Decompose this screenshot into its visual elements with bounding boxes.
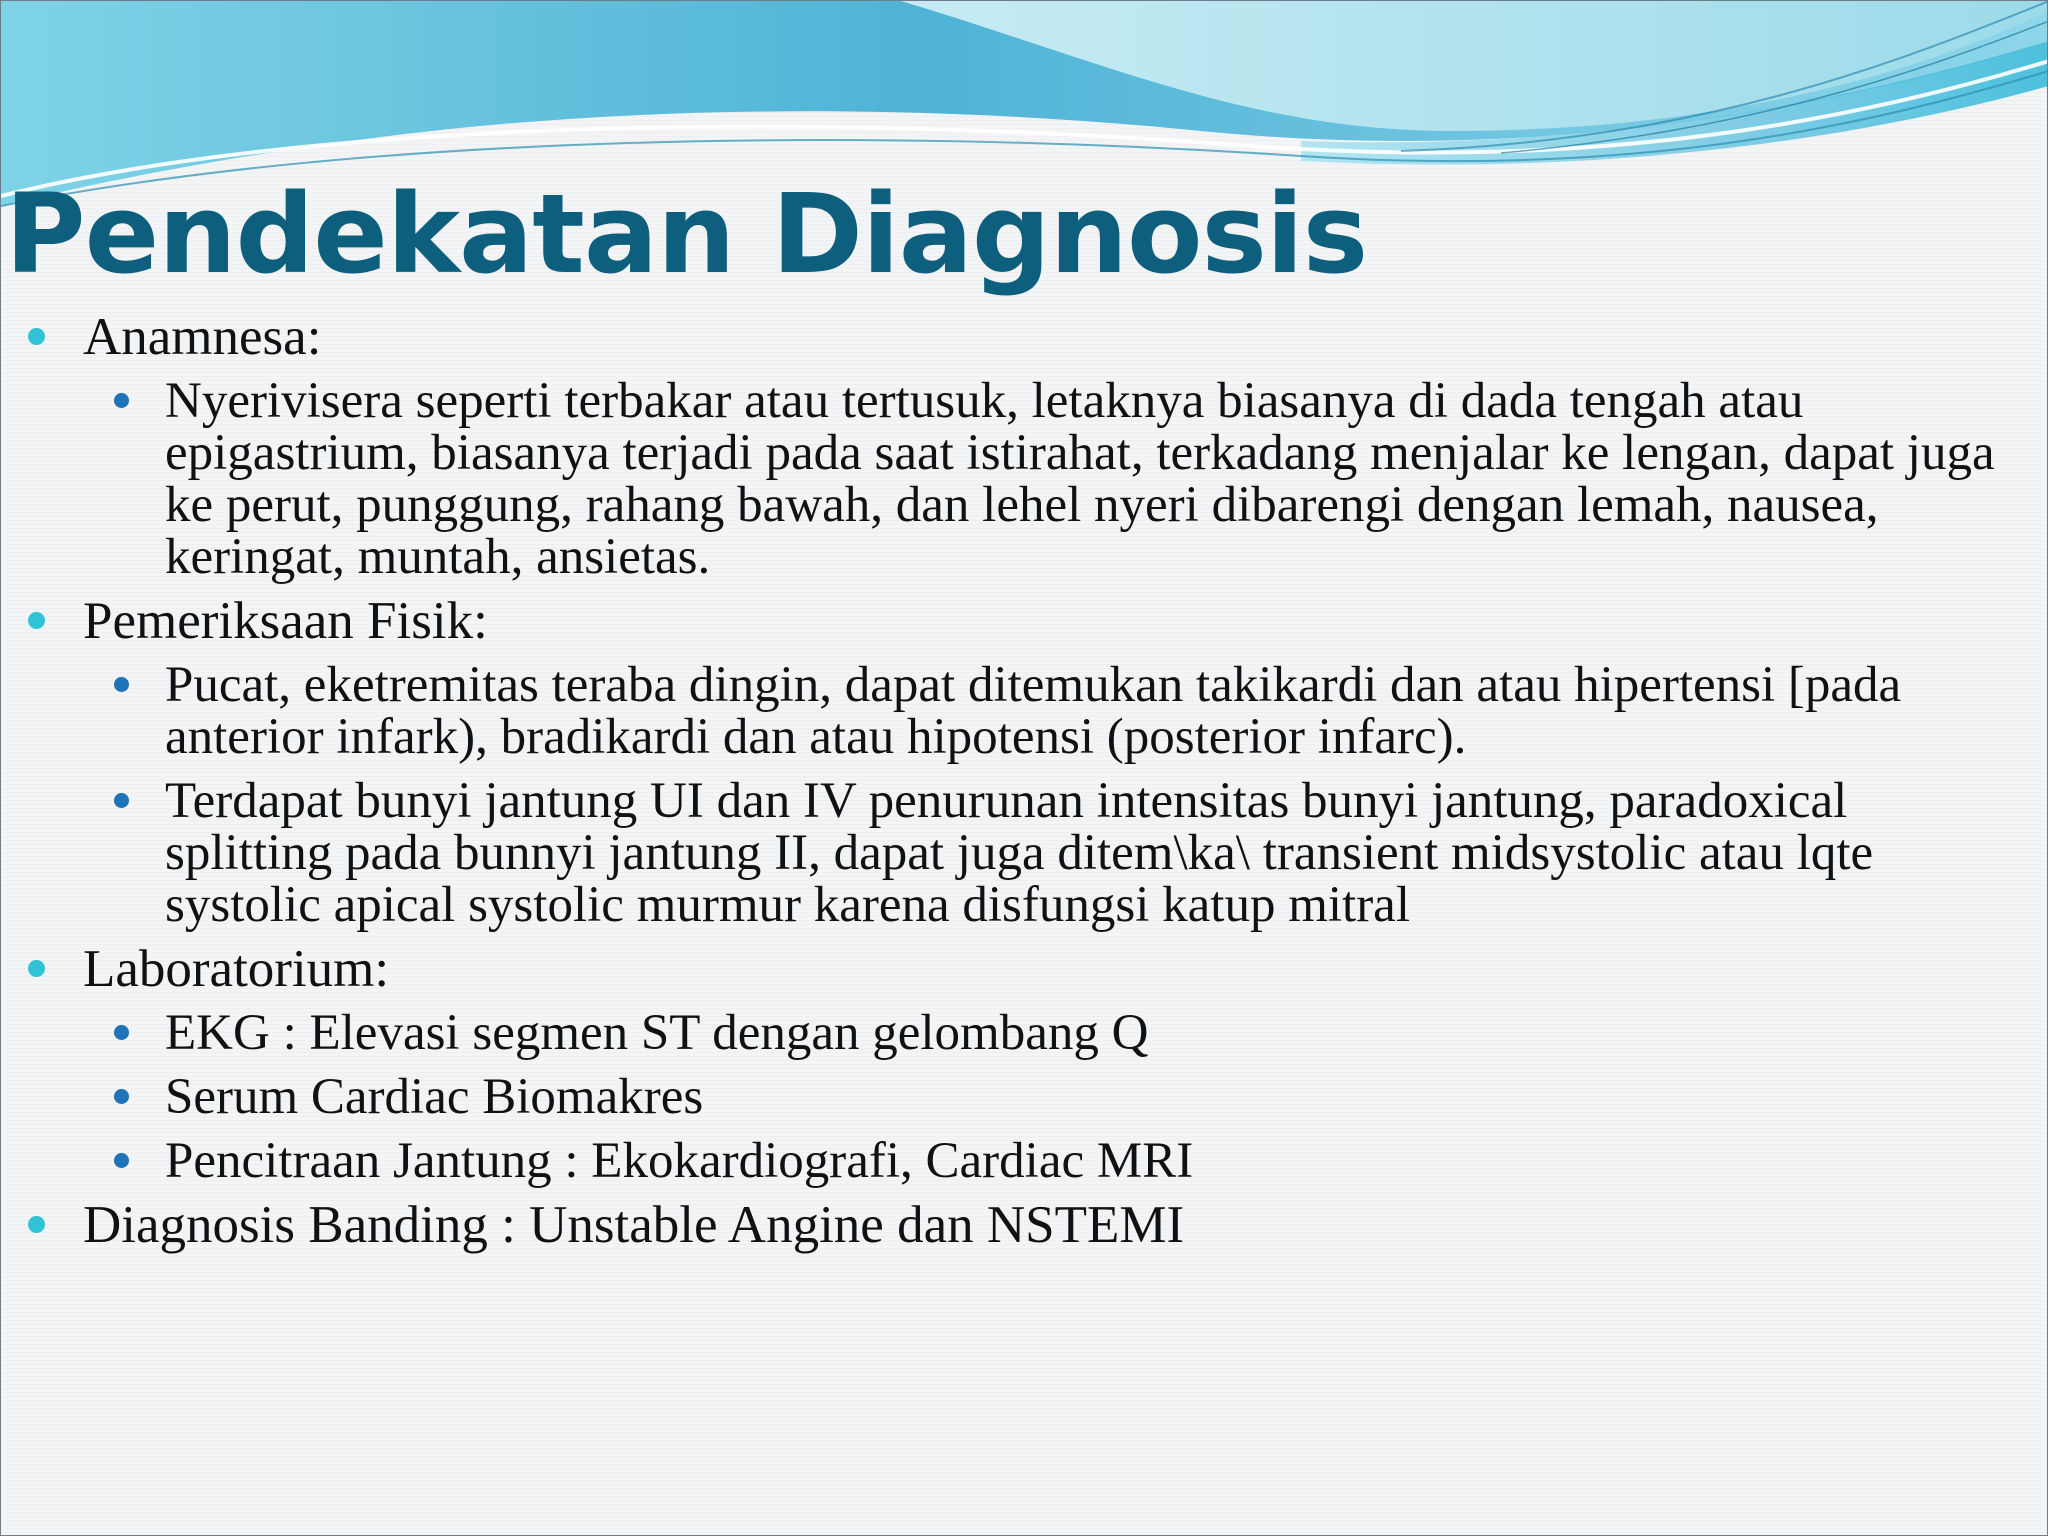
bullet-level1: [1, 308, 2041, 366]
bullet-dot-icon: [114, 1089, 129, 1104]
bullet-dot-icon: [28, 612, 45, 629]
bullet-level1: [1, 592, 2041, 650]
bullet-dot-icon: [28, 1216, 45, 1233]
bullet-text: Nyerivisera seperti terbakar atau tertusuk, letaknya biasanya di dada tengah atau epigastrium, biasanya terjadi pada saat istirahat, terkadang menjalar ke lengan, dapat juga ke perut, punggung, rahang bawah, dan lehel nyeri dibarengi dengan lemah, nausea, keringat, muntah, ansietas.: [165, 373, 1995, 585]
section-laboratorium: [1, 940, 2041, 1189]
bullet-level2: [1, 1071, 2041, 1123]
bullet-text: Pucat, eketremitas teraba dingin, dapat ditemukan takikardi dan atau hipertensi [pada anterior infark), bradikardi dan atau hipotensi (posterior infarc).: [165, 657, 1902, 765]
bullet-text: Serum Cardiac Biomakres: [165, 1069, 704, 1125]
bullet-level2: [1, 1007, 2041, 1059]
bullet-level1: [1, 1196, 2041, 1254]
section-anamnesa: [1, 308, 2041, 585]
bullet-text: Terdapat bunyi jantung UI dan IV penurunan intensitas bunyi jantung, paradoxical splitting pada bunnyi jantung II, dapat juga ditem\ka\ transient midsystolic atau lqte systolic apical systolic murmur karena disfungsi katup mitral: [165, 773, 1874, 933]
bullet-text: Pencitraan Jantung : Ekokardiografi, Cardiac MRI: [165, 1133, 1194, 1189]
bullet-level1: [1, 940, 2041, 998]
bullet-dot-icon: [114, 1025, 129, 1040]
section-heading: Diagnosis Banding : Unstable Angine dan NSTEMI: [83, 1196, 1185, 1254]
bullet-dot-icon: [28, 960, 45, 977]
bullet-level2: [1, 375, 2041, 583]
bullet-text: EKG : Elevasi segmen ST dengan gelombang Q: [165, 1005, 1149, 1061]
section-heading: Laboratorium:: [83, 940, 390, 998]
bullet-dot-icon: [114, 793, 129, 808]
section-heading: Anamnesa:: [83, 308, 322, 366]
section-heading: Pemeriksaan Fisik:: [83, 592, 488, 650]
bullet-level2: [1, 1135, 2041, 1187]
bullet-dot-icon: [28, 328, 45, 345]
bullet-dot-icon: [114, 393, 129, 408]
slide-content: [1, 308, 2041, 1263]
bullet-dot-icon: [114, 1153, 129, 1168]
section-diagnosis-banding: [1, 1196, 2041, 1254]
slide-title: Pendekatan Diagnosis: [5, 170, 1368, 298]
section-pemeriksaan-fisik: [1, 592, 2041, 933]
bullet-dot-icon: [114, 677, 129, 692]
bullet-level2: [1, 659, 2041, 763]
bullet-level2: [1, 775, 2041, 931]
